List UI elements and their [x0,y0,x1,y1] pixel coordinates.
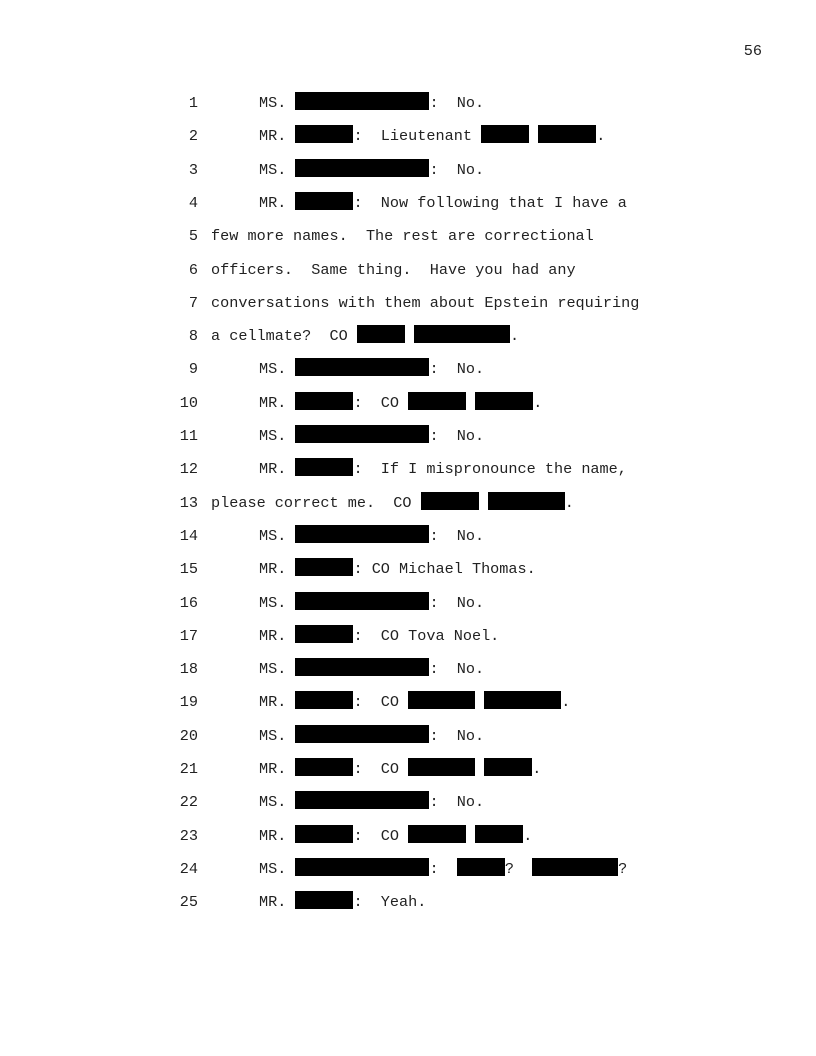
line-segment: MS. [259,360,296,379]
line-segment: MR. [259,393,296,412]
redaction-block [475,392,533,410]
line-number: 8 [188,327,198,346]
line-text [211,259,576,281]
redaction-block [421,492,479,510]
line-text [211,492,574,514]
redaction-block [295,458,353,476]
line-text [211,592,484,614]
line-number: 4 [188,193,198,212]
line-segment: please correct me. CO [211,493,421,512]
line-text [211,225,594,247]
redaction-block [408,392,466,410]
line-segment: : [429,859,457,878]
line-text [211,92,484,114]
line-text [211,558,536,580]
line-text [211,691,570,713]
line-segment: a cellmate? CO [211,327,357,346]
line-segment: : Now following that I have a [353,193,627,212]
line-segment: . [532,760,542,778]
redaction-block [414,325,510,343]
redaction-block [295,725,429,743]
line-segment [479,494,488,512]
line-segment: ? [618,859,628,878]
line-number: 25 [179,893,198,912]
line-segment: MR. [259,626,296,645]
line-text [211,791,484,813]
page-number: 56 [743,42,762,60]
redaction-block [538,125,596,143]
line-text [211,458,627,480]
line-number: 11 [179,427,198,445]
line-segment: . [523,826,533,845]
line-text [211,725,484,747]
line-text [211,192,627,214]
redaction-block [475,825,523,843]
line-segment [466,394,475,412]
line-segment: : No. [429,593,485,612]
line-segment [475,693,484,711]
line-number: 12 [179,460,198,479]
line-text [211,825,532,847]
line-number: 10 [179,393,198,412]
line-segment: MS. [259,859,296,878]
redaction-block [295,358,429,376]
line-number: 9 [188,360,198,379]
line-number: 16 [179,593,198,612]
redaction-block [484,758,532,776]
line-segment: : CO [353,393,409,412]
redaction-block [408,758,475,776]
line-segment: : CO [353,693,409,712]
line-segment [475,760,484,778]
line-text [211,891,426,913]
line-segment: MR. [259,460,296,479]
line-text [211,758,541,780]
redaction-block [408,691,475,709]
line-segment: officers. Same thing. Have you had any [211,260,576,279]
line-segment: : CO Tova Noel. [353,626,500,645]
line-text [211,425,484,447]
redaction-block [532,858,618,876]
line-segment: MR. [259,760,296,778]
line-segment: MS. [259,526,296,545]
line-segment: : No. [429,660,485,679]
line-segment: . [561,693,571,712]
line-segment: : No. [429,793,485,812]
redaction-block [295,92,429,110]
line-segment [529,127,538,145]
line-number: 14 [179,526,198,545]
line-segment: . [533,393,543,412]
line-text [211,392,542,414]
line-segment: . [564,493,574,512]
redaction-block [295,658,429,676]
line-segment: : No. [429,94,485,112]
redaction-block [295,125,353,143]
line-segment: : Yeah. [353,893,427,912]
line-text [211,125,605,147]
line-number: 23 [179,826,198,845]
line-number: 1 [188,94,198,112]
line-segment: : Lieutenant [353,127,482,146]
line-segment: : No. [429,160,485,179]
line-segment: few more names. The rest are correctional [211,227,594,246]
redaction-block [457,858,505,876]
line-text [211,525,484,547]
line-number: 18 [179,660,198,679]
redaction-block [295,159,429,177]
line-number: 17 [179,626,198,645]
line-segment: MR. [259,193,296,212]
redaction-block [295,525,429,543]
line-text [211,358,484,380]
redaction-block [295,858,429,876]
line-number: 15 [179,560,198,579]
line-number: 5 [188,227,198,246]
line-segment: MR. [259,826,296,845]
line-segment: MS. [259,593,296,612]
line-segment: : CO [353,826,409,845]
line-text [211,858,627,880]
line-text [211,658,484,680]
redaction-block [408,825,466,843]
line-segment: : No. [429,427,485,445]
line-segment: MS. [259,660,296,679]
line-segment: MR. [259,693,296,712]
redaction-block [357,325,405,343]
line-text [211,625,499,647]
line-segment: ? [504,859,533,878]
redaction-block [481,125,529,143]
line-segment: conversations with them about Epstein requiring [211,293,640,312]
line-segment: : No. [429,360,485,379]
line-number: 24 [179,859,198,878]
line-number: 22 [179,793,198,812]
redaction-block [295,891,353,909]
line-segment: MR. [259,127,296,146]
line-text [211,292,639,314]
line-number: 2 [188,127,198,146]
redaction-block [295,691,353,709]
redaction-block [295,791,429,809]
line-number: 7 [188,293,198,312]
line-segment [466,827,475,845]
line-segment: MS. [259,726,296,745]
line-segment: : If I mispronounce the name, [353,460,627,479]
redaction-block [488,492,565,510]
line-number: 13 [179,493,198,512]
redaction-block [295,425,429,443]
line-segment: : CO Michael Thomas. [353,560,536,579]
line-text [211,325,519,347]
line-text [211,159,484,181]
line-segment: MR. [259,560,296,579]
line-segment: MS. [259,94,296,112]
line-number: 19 [179,693,198,712]
redaction-block [295,558,353,576]
line-segment: MS. [259,160,296,179]
line-number: 21 [179,760,198,778]
line-segment: . [596,127,606,146]
line-number: 20 [179,726,198,745]
line-segment: : No. [429,726,485,745]
redaction-block [295,592,429,610]
line-segment: . [509,327,520,346]
line-segment: : CO [353,760,409,778]
line-segment: MS. [259,427,296,445]
line-number: 3 [188,160,198,179]
line-number: 6 [188,260,198,279]
redaction-block [484,691,561,709]
redaction-block [295,758,353,776]
line-segment: MR. [259,893,296,912]
line-segment [405,327,414,345]
line-segment: MS. [259,793,296,812]
redaction-block [295,192,353,210]
redaction-block [295,625,353,643]
redaction-block [295,825,353,843]
line-segment: : No. [429,526,485,545]
redaction-block [295,392,353,410]
